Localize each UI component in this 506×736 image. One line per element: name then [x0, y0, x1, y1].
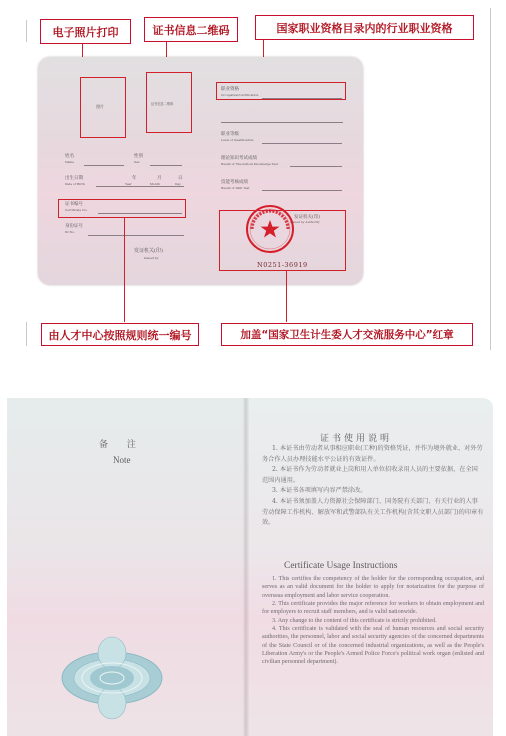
dob-label-zh: 出生日期	[65, 176, 83, 181]
callout-red-seal: 加盖“国家卫生计生委人才交流服务中心”红章	[221, 323, 473, 346]
name-label-en: Name	[65, 160, 75, 164]
dob-year-zh: 年	[132, 176, 137, 181]
occupation-label-zh: 职业资格	[221, 87, 239, 92]
usage-en-paragraph: 2. This certificate provides the major reference for workers to obtain employment and for employers to recruit staff members, and is valid nationwide.	[262, 601, 484, 616]
usage-zh-paragraph: 1. 本证书由劳动者从事相应职业(工种)的资格凭证，并作为境外就业、对外劳务合作人员办理技能水平公证的有效证件。	[262, 445, 483, 463]
dob-month-en: Month	[150, 182, 160, 186]
skill-underline	[262, 190, 342, 191]
qr-label: 证书信息二维码	[151, 102, 174, 106]
usage-en-paragraph: 4. This certificate is validated with the seal of human resources and social security authorities, the personnel, labor and social security agencies of the concerned departments of the State Council or of the concerned industrial organizations, as well as the People's Liberation Army's or the People's Armed Police Force's political work organ (enlisted and civilian personnel department).	[262, 626, 484, 666]
usage-title-en: Certificate Usage Instructions	[284, 561, 398, 571]
callout-national-qualification: 国家职业资格目录内的行业职业资格	[255, 15, 474, 40]
dob-day-en: Day	[175, 182, 181, 186]
usage-zh-paragraph: 3. 本证书各项填写内容严禁涂改。	[272, 487, 367, 495]
skill-label-en: Result of Skill Test	[221, 186, 250, 190]
note-title-zh: 备 注	[99, 440, 144, 450]
usage-en-paragraph: 3. Any change to the content of this certificate is strictly prohibited.	[272, 617, 437, 624]
usage-zh-paragraph: 4. 本证书须加盖人力资源社会保障部门、国务院有关部门、有关行业的人事劳动保障工作机构、解放军和武警部队有关工作机构(含其文职人员部门)的印章有效。	[262, 497, 484, 527]
skill-label-zh: 技能考核成绩	[221, 180, 248, 185]
usage-en-paragraphs	[262, 575, 484, 667]
level-label-zh: 职业等级	[221, 132, 239, 137]
occupation-underline-2	[221, 122, 343, 123]
decorative-emblem	[57, 628, 167, 728]
dob-label-en: Date of Birth	[65, 182, 85, 186]
certno-label-en: Certificate No.	[65, 208, 88, 212]
photo-box	[80, 77, 126, 138]
occupation-label-en: Occupation/Certification	[221, 93, 259, 97]
id-label-en: ID No.	[65, 230, 75, 234]
name-label-zh: 姓名	[65, 154, 74, 159]
theory-label-en: Result of Theoretical Knowledge Test	[221, 162, 278, 166]
theory-underline	[290, 166, 342, 167]
book-spine-shadow	[243, 398, 249, 736]
photo-label: 照片	[96, 104, 104, 109]
connector-seal	[286, 271, 287, 322]
certno-label-zh: 证书编号	[65, 202, 83, 207]
sex-underline	[150, 165, 182, 166]
issue-label-en: Issued by Authority	[290, 220, 320, 224]
callout-numbering: 由人才中心按照规则统一编号	[41, 323, 199, 346]
dob-underline	[96, 186, 184, 187]
level-underline	[262, 143, 342, 144]
note-title-en: Note	[113, 455, 131, 465]
theory-label-zh: 理论知识考试成绩	[221, 156, 257, 161]
usage-zh-paragraphs	[262, 444, 484, 529]
dob-year-en: Year	[125, 182, 132, 186]
qr-code-box	[146, 72, 192, 133]
official-red-seal	[244, 203, 296, 255]
dob-day-zh: 日	[178, 176, 183, 181]
issue-label-zh: 发证机关(印)	[294, 215, 321, 220]
name-underline	[84, 165, 124, 166]
level-label-en: Level of Qualification	[221, 138, 254, 142]
callout-photo-print: 电子照片打印	[40, 19, 131, 44]
usage-zh-paragraph: 2. 本证书作为劳动者就业上岗和用人单位招收录用人员的主要依据，在全国范围内通用。	[262, 466, 478, 484]
id-underline	[88, 235, 184, 236]
dob-month-zh: 月	[157, 176, 162, 181]
certno-underline	[98, 213, 182, 214]
usage-en-paragraph: 1. This certifies the competency of the holder for the corresponding occupation, and serves as an valid document for the holder to apply for notarization for the purpose of overseas employment and labor service cooperation.	[262, 576, 484, 599]
usage-title-zh: 证书使用说明	[320, 434, 393, 444]
issuer-label-zh: 发证机关(印)	[134, 248, 163, 254]
right-separator-line	[490, 8, 491, 350]
connector-numbering	[124, 218, 125, 322]
occupation-underline	[262, 98, 342, 99]
sex-label-en: Sex	[134, 160, 140, 164]
left-separator-line-bottom	[26, 322, 27, 346]
callout-cert-qr: 证书信息二维码	[144, 17, 238, 42]
serial-number: N0251-36919	[257, 261, 308, 269]
sex-label-zh: 性别	[134, 154, 143, 159]
left-separator-line	[26, 20, 27, 42]
issuer-label-en: Issued by	[144, 256, 159, 260]
id-label-zh: 身份证号	[65, 224, 83, 229]
